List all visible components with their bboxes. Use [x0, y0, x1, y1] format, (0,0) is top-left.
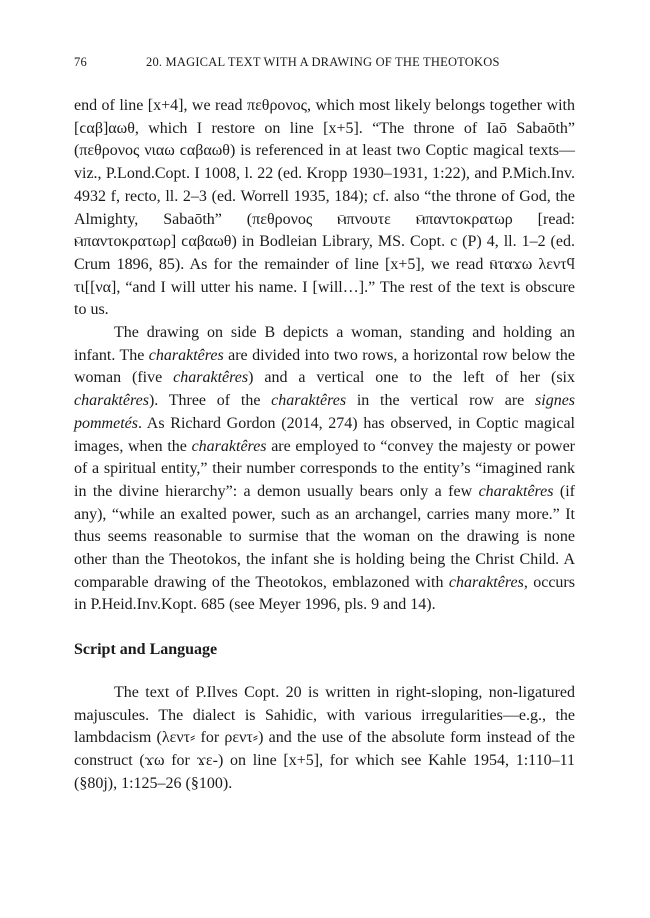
text-run: The drawing on side B depicts a woman, standing and holding an infant. The [74, 324, 575, 364]
coptic-term: ρεντ⸗ [224, 729, 259, 747]
paragraph-2 [74, 322, 575, 617]
italic-term: charaktêres [191, 437, 267, 455]
text-run: are employed to “convey the majesty or power of a spiritual entity,” their number corresponds to the entity’s “imagined rank in the divine hierarchy”: a demon usually bears only a few [74, 437, 575, 500]
text-run: (if any), “while an exalted power, such as an archangel, carries many more.” It thus seems reasonable to surmise that the woman on the drawing is none other than the Theotokos, the infant she is holding being the Christ Child. A comparable drawing of the Theotokos, emblazoned with [74, 482, 576, 591]
text-run: [read: [512, 210, 575, 228]
coptic-term: ϲαβ]αωθ [79, 119, 135, 137]
text-run: . As Richard Gordon (2014, 274) has observed, in Coptic magical images, when the [74, 414, 575, 455]
text-run: ) and the use of the absolute form instead of the construct ( [74, 729, 576, 769]
text-run: , which most likely belongs together with [ [74, 97, 575, 137]
paragraph-1 [74, 95, 575, 322]
text-run: ). Three of the [148, 392, 272, 410]
italic-term: charaktêres [74, 392, 149, 410]
text-run: in the vertical row are [346, 392, 536, 410]
coptic-term: ⲙ̄παντοκρατωρ] ϲαβαωθ [74, 233, 232, 251]
coptic-term: πεθρονος ⲙ̄πνουτε ⲙ̄παντοκρατωρ [252, 210, 513, 228]
coptic-term: πεθρονος [246, 97, 307, 114]
coptic-term: ϫω [144, 751, 165, 769]
section-heading: Script and Language [74, 641, 218, 659]
italic-term: charaktêres [271, 392, 347, 410]
coptic-term: ⲛ̄ταϫω λεντϥ τι[[να] [74, 255, 575, 296]
italic-term: charaktêres [148, 346, 224, 364]
text-run: for [164, 751, 197, 769]
running-head-title: 20. MAGICAL TEXT WITH A DRAWING OF THE THEOTOKOS [146, 55, 500, 69]
text-run: The text of P.Ilves Copt. 20 is written in right-sloping, non-ligatured majuscules. The dialect is Sahidic, with various irregularities—e.g., the lambdacism ( [74, 683, 575, 747]
text-run: ) and a vertical one to the left of her (six [248, 369, 575, 387]
text-run: , which I restore on line [x+5]. “The throne of Iaō Sabaōth” ( [74, 119, 575, 160]
text-run: ) in Bodleian Library, MS. Copt. c (P) 4, ll. 1–2 (ed. Crum 1896, 85). As for the remainder of line [x+5], we read [74, 233, 575, 273]
italic-term: charaktêres [448, 573, 524, 591]
coptic-term: λεντ⸗ [161, 729, 196, 747]
text-run: are divided into two rows, a horizontal row below the woman (five [74, 346, 575, 387]
coptic-term: ϫε- [196, 751, 218, 769]
text-run: ) on line [x+5], for which see Kahle 1954, 1:110–11 (§80j), 1:125–26 (§100). [74, 751, 575, 792]
text-run: for [195, 729, 225, 747]
body-text [74, 95, 575, 795]
paragraph-3 [74, 682, 575, 796]
text-run: , occurs in P.Heid.Inv.Kopt. 685 (see Meyer 1996, pls. 9 and 14). [74, 573, 575, 614]
text-run: , “and I will utter his name. I [will…].” The rest of the text is obscure to us. [74, 278, 575, 319]
text-run: ) is referenced in at least two Coptic magical texts—viz., P.Lond.Copt. I 1008, l. 22 (ed. Kropp 1930–1931, 1:22), and P.Mich.Inv. 4932 f, recto, ll. 2–3 (ed. Worrell 1935, 184); cf. also “the throne of God, the Almighty, Sabaōth” ( [74, 142, 576, 228]
text-run: end of line [x+4], we read [74, 97, 247, 114]
page-number: 76 [74, 55, 87, 69]
coptic-term: πεθρονος νιαω ϲαβαωθ [79, 142, 230, 160]
italic-term: charaktêres [173, 369, 249, 387]
italic-term: charaktêres [478, 482, 554, 500]
italic-term: signes pommetés [74, 392, 576, 432]
